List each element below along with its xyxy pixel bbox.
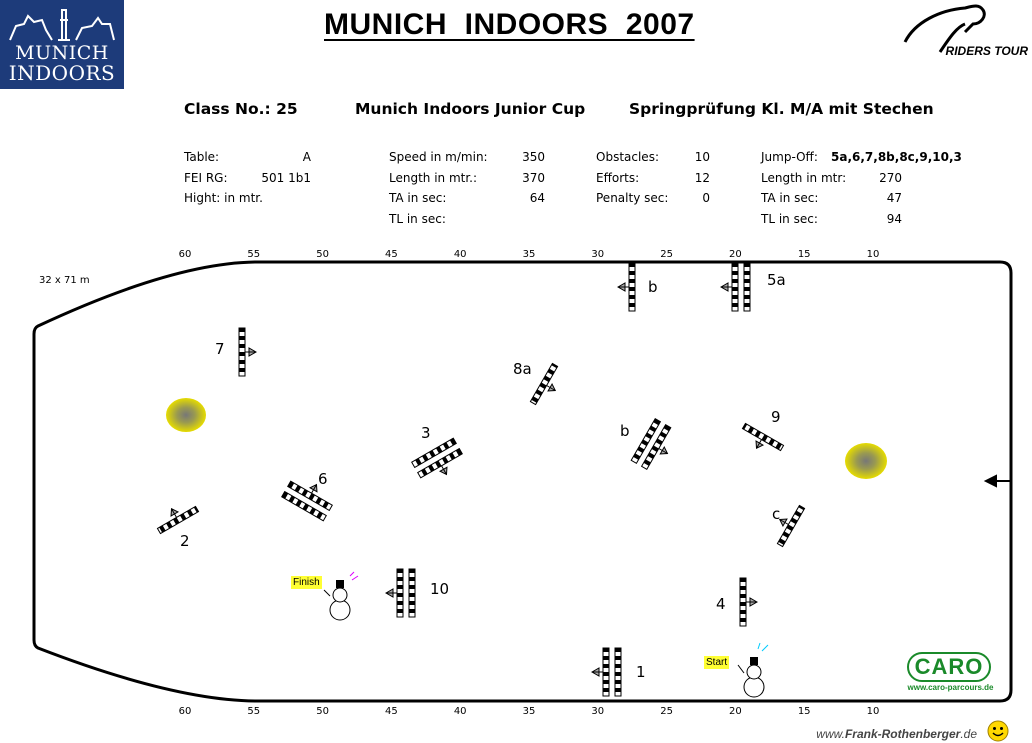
bush-right xyxy=(845,443,887,479)
smiley-icon xyxy=(987,720,1009,742)
label-obstacle-8a: 8a xyxy=(513,360,532,378)
footer-prefix: www. xyxy=(816,727,845,741)
logo-line-1: MUNICH xyxy=(15,42,109,64)
ruler-tick: 55 xyxy=(247,249,261,260)
arena-dimensions: 32 x 71 m xyxy=(39,275,90,286)
jo-ta-value: 47 xyxy=(886,191,902,205)
obstacle-9 xyxy=(737,423,783,459)
obstacles-label: Obstacles: xyxy=(596,150,659,164)
label-obstacle-4: 4 xyxy=(716,595,726,613)
ruler-tick: 50 xyxy=(316,706,329,717)
ruler-tick: 55 xyxy=(247,706,261,717)
logo-line-2: INDOORS xyxy=(8,61,116,85)
ruler-tick: 45 xyxy=(385,706,398,717)
footer-name: Frank-Rothenberger xyxy=(844,727,961,741)
jo-tl-value: 94 xyxy=(886,212,902,226)
speed-value: 350 xyxy=(522,150,545,164)
label-obstacle-3: 3 xyxy=(421,424,431,442)
label-obstacle-7: 7 xyxy=(215,340,225,358)
arena-outline xyxy=(34,262,1011,701)
ruler-tick: 30 xyxy=(591,706,605,717)
ruler-tick: 45 xyxy=(385,249,398,260)
start-snowman-icon xyxy=(738,643,768,697)
footer-credit[interactable] xyxy=(816,727,977,741)
class-number: Class No.: 25 xyxy=(184,100,298,118)
ruler-tick: 10 xyxy=(866,706,880,717)
ruler-tick: 10 xyxy=(866,249,880,260)
ruler-tick: 20 xyxy=(729,249,742,260)
bush-left xyxy=(166,398,206,432)
ruler-tick: 40 xyxy=(453,249,467,260)
obstacle-4 xyxy=(740,578,757,626)
class-type: Springprüfung Kl. M/A mit Stechen xyxy=(629,100,934,118)
ruler-tick: 30 xyxy=(591,249,605,260)
ruler-tick: 20 xyxy=(729,706,742,717)
jo-tl-label: TL in sec: xyxy=(761,212,818,226)
label-obstacle-8c: c xyxy=(772,505,781,523)
start-marker: Start xyxy=(706,657,728,668)
entrance-arrow-icon xyxy=(986,476,1012,486)
label-obstacle-8b: b xyxy=(620,422,630,440)
ta-label: TA in sec: xyxy=(389,191,447,205)
speed-label: Speed in m/min: xyxy=(389,150,488,164)
jumpoff-value: 5a,6,7,8b,8c,9,10,3 xyxy=(831,150,962,164)
obstacles-value: 10 xyxy=(694,150,710,164)
table-value: A xyxy=(302,150,311,164)
jumpoff-label: Jump-Off: xyxy=(761,150,818,164)
caro-name: CARO xyxy=(907,652,991,682)
jo-length-value: 270 xyxy=(879,171,902,185)
riders-tour-text: RIDERS TOUR xyxy=(945,44,1028,58)
label-obstacle-10: 10 xyxy=(430,580,450,598)
ruler-tick: 15 xyxy=(797,249,811,260)
page-title: MUNICH INDOORS 2007 xyxy=(324,8,695,41)
caro-logo xyxy=(903,652,998,696)
ruler-tick: 15 xyxy=(797,706,811,717)
ta-value: 64 xyxy=(529,191,545,205)
ruler-tick: 35 xyxy=(522,249,536,260)
table-label: Table: xyxy=(184,150,220,164)
fei-value: 501 1b1 xyxy=(261,171,311,185)
finish-marker: Finish xyxy=(293,577,320,588)
label-obstacle-5a: 5a xyxy=(767,271,786,289)
caro-url: www.caro-parcours.de xyxy=(907,683,994,692)
efforts-value: 12 xyxy=(694,171,710,185)
label-obstacle-9: 9 xyxy=(771,408,781,426)
label-obstacle-5b: b xyxy=(648,278,658,296)
footer-suffix: .de xyxy=(960,727,977,741)
obstacle-6 xyxy=(282,473,338,521)
fei-label: FEI RG: xyxy=(184,171,228,185)
obstacle-5a xyxy=(721,263,750,311)
ruler-tick: 35 xyxy=(522,706,536,717)
ruler-tick: 40 xyxy=(453,706,467,717)
class-name: Munich Indoors Junior Cup xyxy=(355,100,586,118)
length-label: Length in mtr.: xyxy=(389,171,478,185)
length-value: 370 xyxy=(522,171,545,185)
label-obstacle-2: 2 xyxy=(180,532,190,550)
penalty-label: Penalty sec: xyxy=(596,191,669,205)
label-obstacle-1: 1 xyxy=(636,663,646,681)
ruler-tick: 50 xyxy=(316,249,329,260)
height-label: Hight: in mtr. xyxy=(184,191,263,205)
obstacle-8b xyxy=(631,419,679,475)
ruler-tick: 60 xyxy=(178,249,192,260)
tl-label: TL in sec: xyxy=(389,212,446,226)
ruler-tick: 25 xyxy=(660,249,673,260)
jo-ta-label: TA in sec: xyxy=(761,191,819,205)
efforts-label: Efforts: xyxy=(596,171,640,185)
penalty-value: 0 xyxy=(702,191,710,205)
obstacle-3 xyxy=(412,438,468,486)
ruler-tick: 60 xyxy=(178,706,192,717)
ruler-tick: 25 xyxy=(660,706,673,717)
jo-length-label: Length in mtr: xyxy=(761,171,847,185)
label-obstacle-6: 6 xyxy=(318,470,328,488)
finish-snowman-icon xyxy=(324,572,358,620)
obstacle-8a xyxy=(530,363,566,409)
obstacle-1 xyxy=(592,648,621,696)
obstacle-7 xyxy=(239,328,256,376)
obstacle-10 xyxy=(386,569,415,617)
obstacle-2 xyxy=(152,498,198,534)
obstacle-5b xyxy=(618,263,635,311)
